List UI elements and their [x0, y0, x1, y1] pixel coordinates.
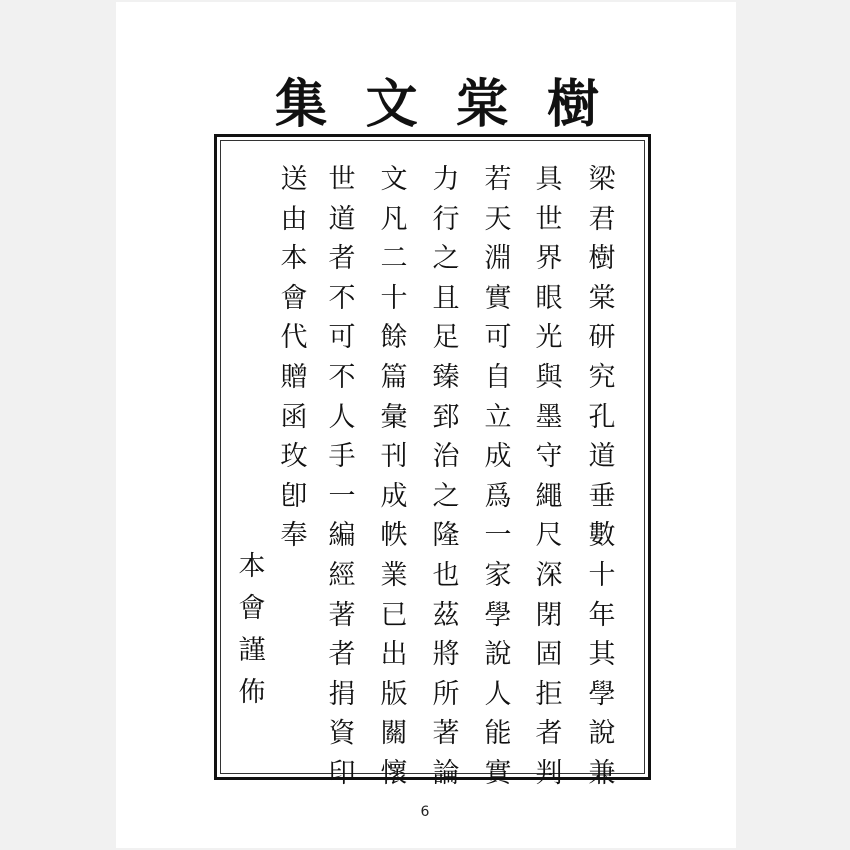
column-char: 能	[484, 718, 512, 750]
column-char: 由	[280, 203, 308, 235]
column-char: 尺	[535, 520, 563, 552]
column-char: 治	[432, 441, 460, 473]
column-char: 君	[588, 203, 616, 235]
column-char: 實	[484, 757, 512, 789]
column-char: 本	[280, 243, 308, 275]
column-char: 自	[484, 361, 512, 393]
column-char: 世	[535, 203, 563, 235]
column-char: 玫	[280, 441, 308, 473]
column-char: 道	[328, 203, 356, 235]
column-char: 深	[535, 559, 563, 591]
column-char: 固	[535, 639, 563, 671]
signoff-char: 本	[238, 551, 266, 582]
column-char: 世	[328, 164, 356, 195]
column-char: 守	[535, 441, 563, 473]
column-char: 贈	[280, 361, 308, 393]
column-char: 已	[380, 599, 408, 631]
signoff	[230, 546, 274, 714]
column-char: 樹	[588, 243, 616, 275]
column-char: 印	[328, 757, 356, 789]
column-char: 且	[432, 282, 460, 314]
text-column	[424, 160, 468, 794]
column-char: 所	[432, 678, 460, 710]
column-char: 編	[328, 520, 356, 552]
column-char: 手	[328, 441, 356, 473]
column-char: 奉	[280, 520, 308, 552]
column-char: 十	[588, 559, 616, 591]
column-char: 垂	[588, 480, 616, 512]
column-char: 繩	[535, 480, 563, 512]
column-char: 界	[535, 243, 563, 275]
column-char: 實	[484, 282, 512, 314]
column-char: 不	[328, 361, 356, 393]
column-char: 可	[484, 322, 512, 354]
column-char: 懷	[380, 757, 408, 789]
column-char: 道	[588, 441, 616, 473]
column-char: 光	[535, 322, 563, 354]
column-char: 著	[328, 599, 356, 631]
column-char: 出	[380, 639, 408, 671]
column-char: 天	[484, 203, 512, 235]
column-char: 拒	[535, 678, 563, 710]
column-char: 函	[280, 401, 308, 433]
book-title	[272, 66, 602, 135]
column-char: 會	[280, 282, 308, 314]
column-char: 眼	[535, 282, 563, 314]
column-char: 足	[432, 322, 460, 354]
column-char: 送	[280, 164, 308, 195]
column-char: 爲	[484, 480, 512, 512]
column-char: 研	[588, 322, 616, 354]
column-char: 隆	[432, 520, 460, 552]
column-char: 一	[484, 520, 512, 552]
column-char: 十	[380, 282, 408, 314]
column-char: 彙	[380, 401, 408, 433]
column-char: 者	[328, 639, 356, 671]
column-char: 臻	[432, 361, 460, 393]
column-char: 二	[380, 243, 408, 275]
column-char: 之	[432, 480, 460, 512]
column-char: 篇	[380, 361, 408, 393]
column-char: 著	[432, 718, 460, 750]
title-char: 集	[274, 73, 327, 135]
title-char: 文	[365, 73, 418, 135]
column-char: 經	[328, 559, 356, 591]
column-char: 棠	[588, 282, 616, 314]
column-char: 代	[280, 322, 308, 354]
text-column	[580, 160, 624, 794]
title-char: 棠	[456, 73, 509, 135]
text-column	[320, 160, 364, 794]
column-char: 孔	[588, 401, 616, 433]
column-char: 行	[432, 203, 460, 235]
column-char: 力	[432, 164, 460, 195]
column-char: 人	[328, 401, 356, 433]
column-char: 說	[588, 718, 616, 750]
text-column	[272, 160, 316, 556]
column-char: 不	[328, 282, 356, 314]
column-char: 一	[328, 480, 356, 512]
column-char: 梁	[588, 164, 616, 195]
column-char: 凡	[380, 203, 408, 235]
signoff-char: 會	[238, 593, 266, 624]
column-char: 將	[432, 639, 460, 671]
column-char: 究	[588, 361, 616, 393]
column-char: 具	[535, 164, 563, 195]
column-char: 關	[380, 718, 408, 750]
column-char: 若	[484, 164, 512, 195]
column-char: 說	[484, 639, 512, 671]
column-char: 者	[328, 243, 356, 275]
column-char: 判	[535, 757, 563, 789]
signoff-char: 謹	[238, 635, 266, 666]
column-char: 兼	[588, 757, 616, 789]
column-char: 刊	[380, 441, 408, 473]
column-char: 論	[432, 757, 460, 789]
column-char: 學	[588, 678, 616, 710]
column-char: 立	[484, 401, 512, 433]
signoff-char: 佈	[238, 677, 266, 708]
page-number: 6	[420, 804, 430, 820]
column-char: 郅	[432, 401, 460, 433]
column-char: 卽	[280, 480, 308, 512]
text-column	[372, 160, 416, 794]
column-char: 其	[588, 639, 616, 671]
column-char: 閉	[535, 599, 563, 631]
column-char: 茲	[432, 599, 460, 631]
column-char: 數	[588, 520, 616, 552]
column-char: 人	[484, 678, 512, 710]
column-char: 可	[328, 322, 356, 354]
column-char: 版	[380, 678, 408, 710]
column-char: 之	[432, 243, 460, 275]
column-char: 成	[380, 480, 408, 512]
column-char: 與	[535, 361, 563, 393]
column-char: 者	[535, 718, 563, 750]
column-char: 家	[484, 559, 512, 591]
column-char: 淵	[484, 243, 512, 275]
title-char: 樹	[546, 73, 599, 135]
column-char: 資	[328, 718, 356, 750]
column-char: 帙	[380, 520, 408, 552]
text-column	[476, 160, 520, 794]
column-char: 學	[484, 599, 512, 631]
text-column	[527, 160, 571, 794]
column-char: 捐	[328, 678, 356, 710]
column-char: 成	[484, 441, 512, 473]
column-char: 也	[432, 559, 460, 591]
column-char: 業	[380, 559, 408, 591]
column-char: 年	[588, 599, 616, 631]
column-char: 文	[380, 164, 408, 195]
column-char: 墨	[535, 401, 563, 433]
column-char: 餘	[380, 322, 408, 354]
